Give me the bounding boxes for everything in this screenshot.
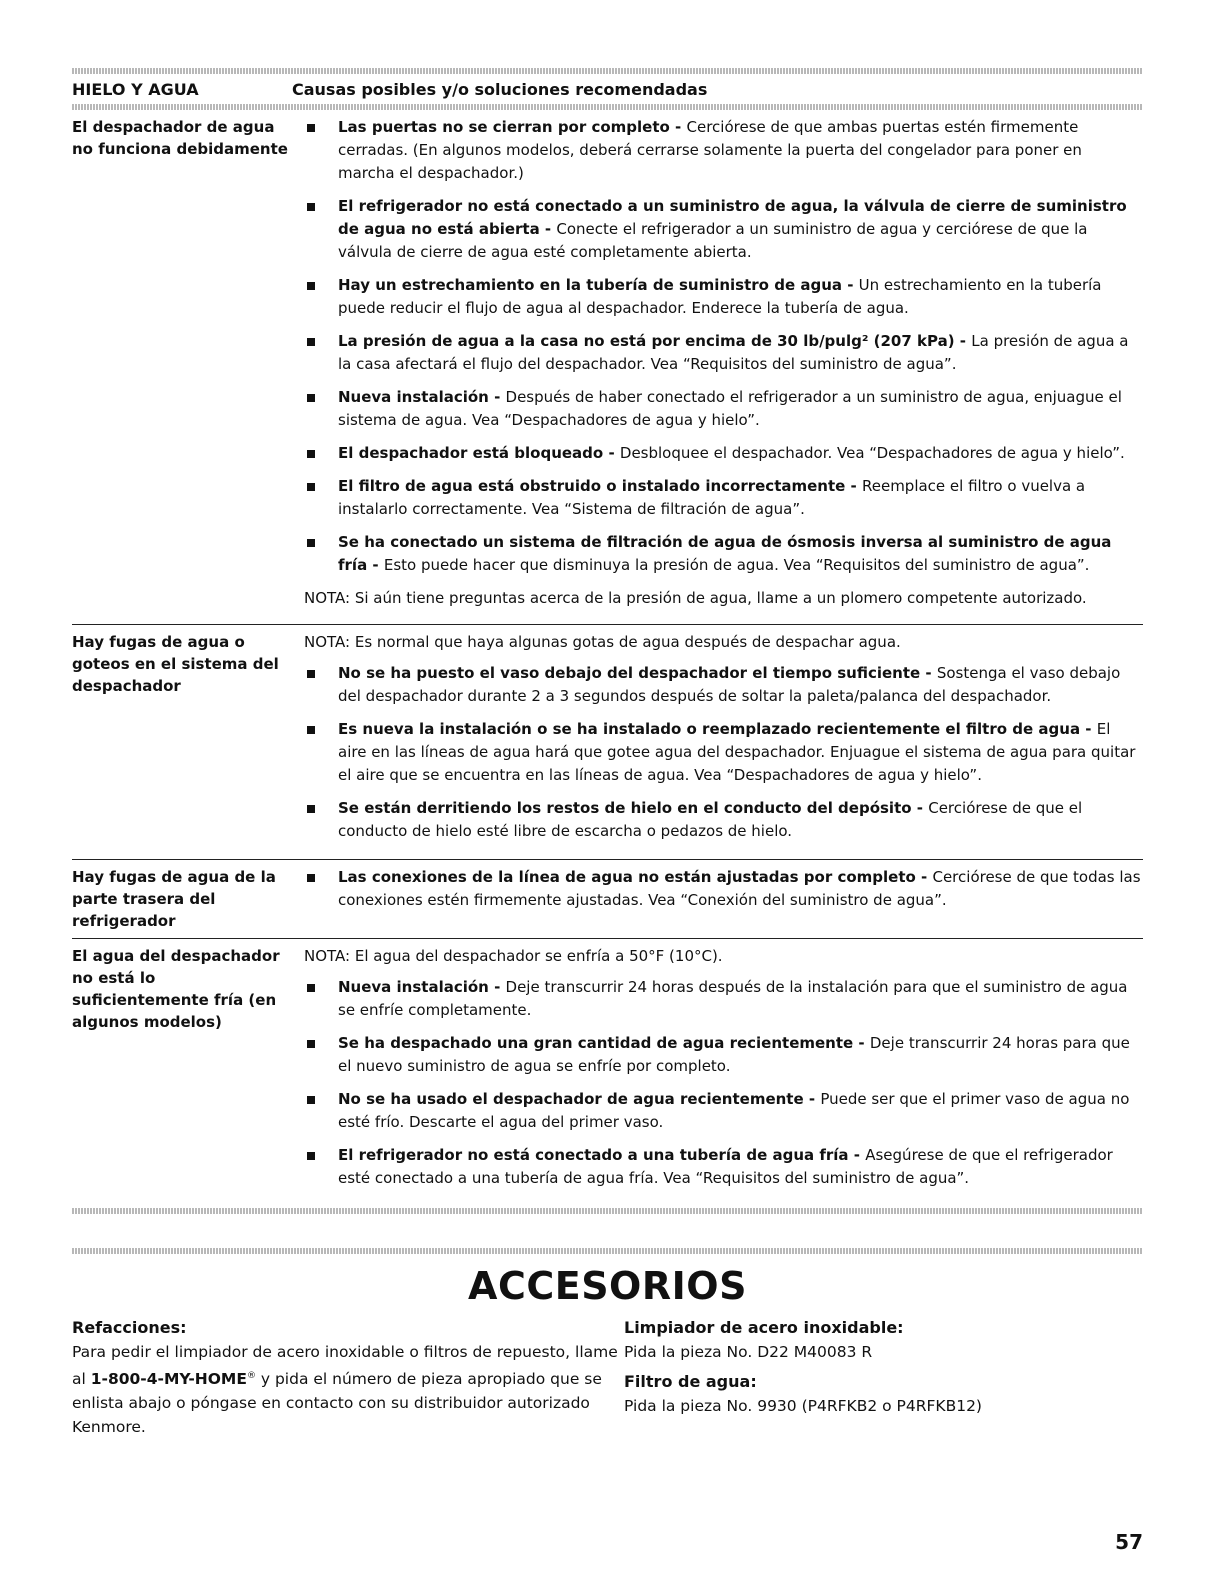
solution-text: Cerciórese de que el conducto de hielo esté libre de escarcha o pedazos de hielo. [338,799,1083,840]
list-item [304,274,1143,320]
solution-text: Esto puede hacer que disminuya la presión de agua. Vea “Requisitos del suministro de agua”. [383,556,1090,574]
item-text [338,866,1143,912]
cause-text: Se están derritiendo los restos de hielo en el conducto del depósito - [338,799,929,817]
square-bullet-icon [304,330,338,376]
manual-page [72,68,1143,1439]
item-text [338,797,1143,843]
problem-label: El agua del despachador no está lo suficientemente fría (en algunos modelos) [72,947,280,1031]
problem-label: Hay fugas de agua o goteos en el sistema del despachador [72,633,279,695]
item-text [338,1032,1143,1078]
refacciones-text-before: Para pedir el limpiador de acero inoxidable o filtros de repuesto, llame al [72,1343,618,1389]
solution-text: Deje transcurrir 24 horas después de la instalación para que el suministro de agua se enfríe completamente. [338,978,1128,1019]
cause-text: La presión de agua a la casa no está por encima de 30 lb/pulg² (207 kPa) - [338,332,972,350]
item-text [338,195,1143,264]
item-text [338,976,1143,1022]
limpiador-text: Pida la pieza No. D22 M40083 R [624,1343,873,1361]
table-row [72,939,1143,1206]
list-item [304,531,1143,577]
item-text [338,1088,1143,1134]
list-item [304,442,1143,465]
cause-text: No se ha usado el despachador de agua recientemente - [338,1090,821,1108]
refacciones-block [72,1316,624,1439]
cause-text: Nueva instalación - [338,388,506,406]
list-item [304,386,1143,432]
cause-text: Hay un estrechamiento en la tubería de suministro de agua - [338,276,859,294]
limpiador-heading: Limpiador de acero inoxidable: [624,1318,904,1337]
solution-text: Deje transcurrir 24 horas para que el nuevo suministro de agua se enfríe por completo. [338,1034,1130,1075]
list-item [304,976,1143,1022]
filtro-heading: Filtro de agua: [624,1372,757,1391]
square-bullet-icon [304,662,338,708]
solution-text: Reemplace el filtro o vuelva a instalarlo correctamente. Vea “Sistema de filtración de agua”. [338,477,1086,518]
square-bullet-icon [304,718,338,787]
list-item [304,330,1143,376]
solution-text: Después de haber conectado el refrigerador a un suministro de agua, enjuague el sistema de agua. Vea “Despachadores de agua y hielo”. [338,388,1122,429]
cause-text: Se ha conectado un sistema de filtración de agua de ósmosis inversa al suministro de agua fría - [338,533,1112,574]
list-item [304,1032,1143,1078]
square-bullet-icon [304,1144,338,1190]
square-bullet-icon [304,475,338,521]
phone-number: 1-800-4-MY-HOME [90,1370,247,1389]
item-text [338,531,1143,577]
list-item [304,1088,1143,1134]
list-item [304,195,1143,264]
list-item [304,116,1143,185]
solution-text: Puede ser que el primer vaso de agua no esté frío. Descarte el agua del primer vaso. [338,1090,1130,1131]
list-item [304,662,1143,708]
solution-text: Cerciórese de que ambas puertas estén firmemente cerradas. (En algunos modelos, deberá cerrarse solamente la puerta del congelador para poner en marcha el despachador.) [338,118,1082,182]
list-item [304,866,1143,912]
item-text [338,274,1143,320]
problem-label: Hay fugas de agua de la parte trasera del refrigerador [72,868,276,930]
square-bullet-icon [304,866,338,912]
solution-text: Cerciórese de que todas las conexiones estén firmemente ajustadas. Vea “Conexión del suministro de agua”. [338,868,1141,909]
solution-text: El aire en las líneas de agua hará que gotee agua del despachador. Enjuague el sistema de agua para quitar el aire que se encuentra en las líneas de agua. Vea “Despachadores de agua y hielo”. [338,720,1136,784]
troubleshooting-table [72,110,1143,1206]
item-text [338,1144,1143,1190]
item-text [338,330,1143,376]
refacciones-text-after: y pida el número de pieza apropiado que se enlista abajo o póngase en contacto con su distribuidor autorizado Kenmore. [72,1370,602,1437]
cause-text: El refrigerador no está conectado a un suministro de agua, la válvula de cierre de suministro de agua no está abierta - [338,197,1127,238]
table-row [72,860,1143,938]
list-item [304,797,1143,843]
square-bullet-icon [304,442,338,465]
table-row [72,110,1143,624]
cause-text: El refrigerador no está conectado a una tubería de agua fría - [338,1146,866,1164]
solutions-cell [304,116,1143,618]
item-text [338,718,1143,787]
registered-mark: ® [246,1371,256,1381]
parts-block [624,1316,1143,1439]
list-item [304,475,1143,521]
solution-text: La presión de agua a la casa afectará el flujo del despachador. Vea “Requisitos del suministro de agua”. [338,332,1129,373]
item-text [338,662,1143,708]
note-text: NOTA: Es normal que haya algunas gotas de agua después de despachar agua. [304,633,901,651]
solution-text: Conecte el refrigerador a un suministro de agua y cerciórese de que la válvula de cierre de agua esté completamente abierta. [338,220,1088,261]
solution-text: Un estrechamiento en la tubería puede reducir el flujo de agua al despachador. Enderece la tubería de agua. [338,276,1102,317]
accessories-title: ACCESORIOS [468,1264,747,1308]
cause-text: Nueva instalación - [338,978,506,996]
square-bullet-icon [304,531,338,577]
square-bullet-icon [304,1088,338,1134]
filtro-text: Pida la pieza No. 9930 (P4RFKB2 o P4RFKB12) [624,1397,982,1415]
cause-text: El despachador está bloqueado - [338,444,620,462]
square-bullet-icon [304,116,338,185]
square-bullet-icon [304,195,338,264]
item-text [338,475,1143,521]
cause-text: Se ha despachado una gran cantidad de agua recientemente - [338,1034,870,1052]
header-causes: Causas posibles y/o soluciones recomendadas [292,79,708,99]
solution-text: Sostenga el vaso debajo del despachador durante 2 a 3 segundos después de soltar la paleta/palanca del despachador. [338,664,1121,705]
square-bullet-icon [304,797,338,843]
item-text [338,386,1143,432]
refacciones-heading: Refacciones: [72,1318,187,1337]
solutions-cell [304,945,1143,1200]
cause-text: Las puertas no se cierran por completo - [338,118,687,136]
refacciones-text [72,1340,624,1439]
item-text [338,116,1143,185]
table-header [72,74,1143,104]
square-bullet-icon [304,386,338,432]
accessories-top-rule [72,1248,1143,1254]
solutions-cell [304,866,1143,932]
solution-text: Desbloquee el despachador. Vea “Despachadores de agua y hielo”. [619,444,1125,462]
cause-text: No se ha puesto el vaso debajo del despachador el tiempo suficiente - [338,664,937,682]
cause-text: Es nueva la instalación o se ha instalado o reemplazado recientemente el filtro de agua - [338,720,1097,738]
table-row [72,625,1143,859]
list-item [304,1144,1143,1190]
square-bullet-icon [304,1032,338,1078]
cause-text: Las conexiones de la línea de agua no están ajustadas por completo - [338,868,933,886]
list-item [304,718,1143,787]
header-ice-water: HIELO Y AGUA [72,79,199,99]
item-text [338,442,1143,465]
solution-text: Asegúrese de que el refrigerador esté conectado a una tubería de agua fría. Vea “Requisitos del suministro de agua”. [338,1146,1113,1187]
problem-label: El despachador de agua no funciona debidamente [72,118,288,158]
accessories-columns [72,1316,1143,1439]
solutions-cell [304,631,1143,853]
note-text: NOTA: El agua del despachador se enfría a 50°F (10°C). [304,947,723,965]
note-text: NOTA: Si aún tiene preguntas acerca de la presión de agua, llame a un plomero competente autorizado. [304,589,1087,607]
cause-text: El filtro de agua está obstruido o instalado incorrectamente - [338,477,862,495]
square-bullet-icon [304,274,338,320]
page-number: 57 [1115,1530,1143,1554]
square-bullet-icon [304,976,338,1022]
